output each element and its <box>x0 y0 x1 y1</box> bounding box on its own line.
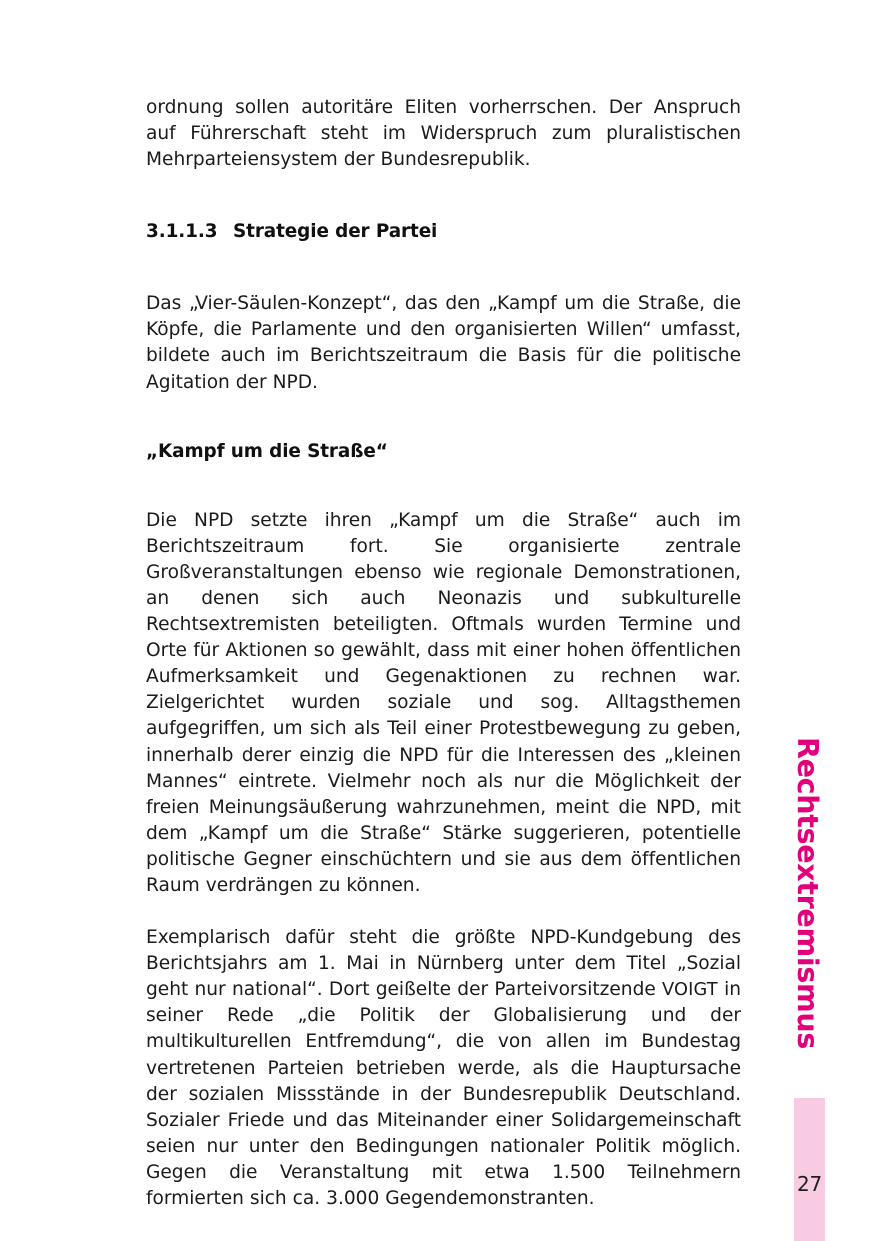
page-number: 27 <box>796 1172 823 1196</box>
page-number-tab <box>794 1098 825 1241</box>
paragraph-continued: ordnung sollen autoritäre Eliten vorherrschen. Der Anspruch auf Führerschaft steht im Widerspruch zum pluralistischen Mehrparteiensystem der Bundesrepublik. <box>146 97 741 171</box>
paragraph-street-fight: Die NPD setzte ihren „Kampf um die Straße“ auch im Berichtszeitraum fort. Sie organisierte zentrale Großveranstaltungen ebenso wie regionale Demonstrationen, an denen sich auch Neonazis und subkulturelle Rechtsextremisten beteiligten. Oftmals wurden Termine und Orte für Aktionen so gewählt, dass mit einer hohen öffentlichen Aufmerksamkeit und Gegenaktionen zu rechnen war. Zielgerichtet wurden soziale und sog. Alltagsthemen aufgegriffen, um sich als Teil einer Protestbewegung zu geben, innerhalb derer einzig die NPD für die Interessen des „kleinen Mannes“ eintrete. Vielmehr noch als nur die Möglichkeit der freien Meinungsäußerung wahrzunehmen, meint die NPD, mit dem „Kampf um die Straße“ Stärke suggerieren, potentielle politische Gegner einschüchtern und sie aus dem öffentlichen Raum verdrängen zu können. <box>146 509 741 896</box>
thumb-index-label <box>791 737 837 1067</box>
paragraph-rally <box>146 925 741 1212</box>
spacer <box>146 244 741 291</box>
thumb-index-text: Rechtsextremismus <box>791 737 824 1050</box>
paragraph-rally-part2: in seiner Rede „die Politik der Globalisierung und der multikulturellen Entfremdung“, die von allen im Bundestag vertretenen Parteien betrieben werde, als die Hauptursache der sozialen Missstände in der Bundesrepublik Deutschland. Sozialer Friede und das Miteinander einer Solidargemeinschaft seien nur unter den Bedingungen nationaler Politik möglich. Gegen die Veranstaltung mit etwa 1.500 Teilnehmern formierten sich ca. 3.000 Gegendemonstranten. <box>146 979 741 1209</box>
section-heading <box>146 220 741 244</box>
text-column <box>146 95 741 1212</box>
spacer <box>146 464 741 508</box>
spacer <box>146 396 741 440</box>
paragraph-rally-part1: Exemplarisch dafür steht die größte NPD-Kundgebung des Berichtsjahrs am 1. Mai in Nürnberg unter dem Titel „Sozial geht nur national“. Dort geißelte der Parteivorsitzende <box>146 927 741 1001</box>
section-title: Strategie der Partei <box>233 221 438 243</box>
paragraph-strategy: Das „Vier-Säulen-Konzept“, das den „Kampf um die Straße, die Köpfe, die Parlamente und den organisierten Willen“ umfasst, bildete auch im Berichtszeitraum die Basis für die politische Agitation der NPD. <box>146 293 741 393</box>
sub-heading: „Kampf um die Straße“ <box>146 440 388 462</box>
party-leader-name: VOIGT <box>662 980 718 1001</box>
spacer <box>146 899 741 925</box>
section-number: 3.1.1.3 <box>146 221 218 243</box>
spacer <box>146 173 741 220</box>
